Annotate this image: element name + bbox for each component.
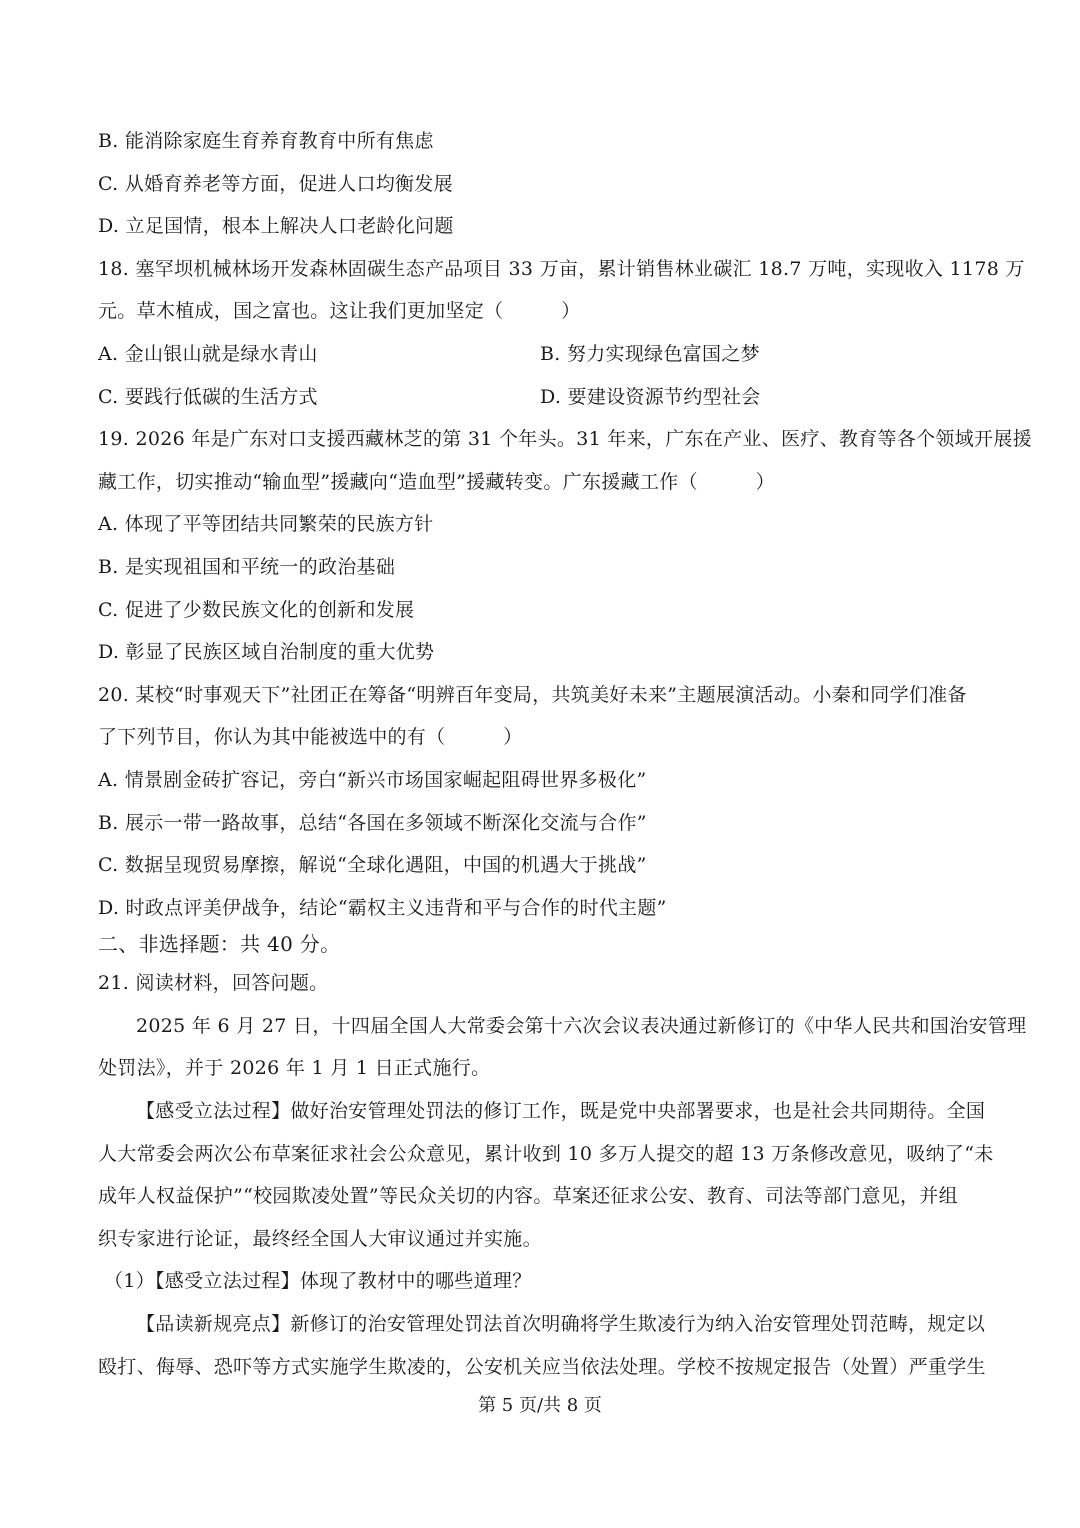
- section-heading: 二、非选择题：共 40 分。: [98, 932, 341, 956]
- q20-option-b: B. 展示一带一路故事，总结“各国在多领域不断深化交流与合作”: [98, 812, 647, 834]
- q19-stem-line2: 藏工作，切实推动“输血型”援藏向“造血型”援藏转变。广东援藏工作（ ）: [98, 471, 775, 493]
- q20-stem-line1: 20. 某校“时事观天下”社团正在筹备“明辨百年变局，共筑美好未来”主题展演活动。小秦和同学们准备: [98, 684, 967, 706]
- q19-option-d: D. 彰显了民族区域自治制度的重大优势: [98, 641, 435, 663]
- q20-option-a: A. 情景剧金砖扩容记，旁白“新兴市场国家崛起阻碍世界多极化”: [98, 769, 647, 791]
- q21-para3-line2: 殴打、侮辱、恐吓等方式实施学生欺凌的，公安机关应当依法处理。学校不按规定报告（处置）严重学生: [98, 1356, 986, 1378]
- q20-option-d: D. 时政点评美伊战争，结论“霸权主义违背和平与合作的时代主题”: [98, 897, 667, 919]
- q19-option-c: C. 促进了少数民族文化的创新和发展: [98, 599, 415, 621]
- q21-para2-line3: 成年人权益保护”“校园欺凌处置”等民众关切的内容。草案还征求公安、教育、司法等部门意见，并组: [98, 1185, 958, 1207]
- q18-stem-line2: 元。草木植成，国之富也。这让我们更加坚定（ ）: [98, 300, 581, 322]
- q21-para2-line4: 织专家进行论证，最终经全国人大审议通过并实施。: [98, 1228, 542, 1250]
- q21-para1-line2: 处罚法》，并于 2026 年 1 月 1 日正式施行。: [98, 1057, 491, 1079]
- q21-para2-line1: 【感受立法过程】做好治安管理处罚法的修订工作，既是党中央部署要求，也是社会共同期待。全国: [136, 1100, 986, 1122]
- q18-option-c: C. 要践行低碳的生活方式: [98, 386, 318, 408]
- q21-subquestion-1: （1）【感受立法过程】体现了教材中的哪些道理？: [104, 1270, 532, 1292]
- q20-stem-line2: 了下列节目，你认为其中能被选中的有（ ）: [98, 726, 523, 748]
- q18-option-b: B. 努力实现绿色富国之梦: [540, 343, 760, 365]
- q21-intro: 21. 阅读材料，回答问题。: [98, 972, 329, 994]
- q21-para1-line1: 2025 年 6 月 27 日，十四届全国人大常委会第十六次会议表决通过新修订的《中华人民共和国治安管理: [136, 1015, 1027, 1037]
- q19-stem-line1: 19. 2026 年是广东对口支援西藏林芝的第 31 个年头。31 年来，广东在产业、医疗、教育等各个领域开展援: [98, 428, 1032, 450]
- page-number: 第 5 页/共 8 页: [478, 1395, 602, 1416]
- q17-option-b: B. 能消除家庭生育养育教育中所有焦虑: [98, 130, 434, 152]
- q19-option-b: B. 是实现祖国和平统一的政治基础: [98, 556, 396, 578]
- q20-option-c: C. 数据呈现贸易摩擦，解说“全球化遇阻，中国的机遇大于挑战”: [98, 854, 647, 876]
- q18-stem-line1: 18. 塞罕坝机械林场开发森林固碳生态产品项目 33 万亩，累计销售林业碳汇 18.7 万吨，实现收入 1178 万: [98, 258, 1025, 280]
- q18-option-a: A. 金山银山就是绿水青山: [98, 343, 318, 365]
- q19-option-a: A. 体现了平等团结共同繁荣的民族方针: [98, 513, 434, 535]
- q17-option-d: D. 立足国情，根本上解决人口老龄化问题: [98, 215, 454, 237]
- q21-para2-line2: 人大常委会两次公布草案征求社会公众意见，累计收到 10 多万人提交的超 13 万条修改意见，吸纳了“未: [98, 1143, 994, 1165]
- q17-option-c: C. 从婚育养老等方面，促进人口均衡发展: [98, 173, 453, 195]
- q21-para3-line1: 【品读新规亮点】新修订的治安管理处罚法首次明确将学生欺凌行为纳入治安管理处罚范畴，规定以: [136, 1313, 986, 1335]
- q18-option-d: D. 要建设资源节约型社会: [540, 386, 761, 408]
